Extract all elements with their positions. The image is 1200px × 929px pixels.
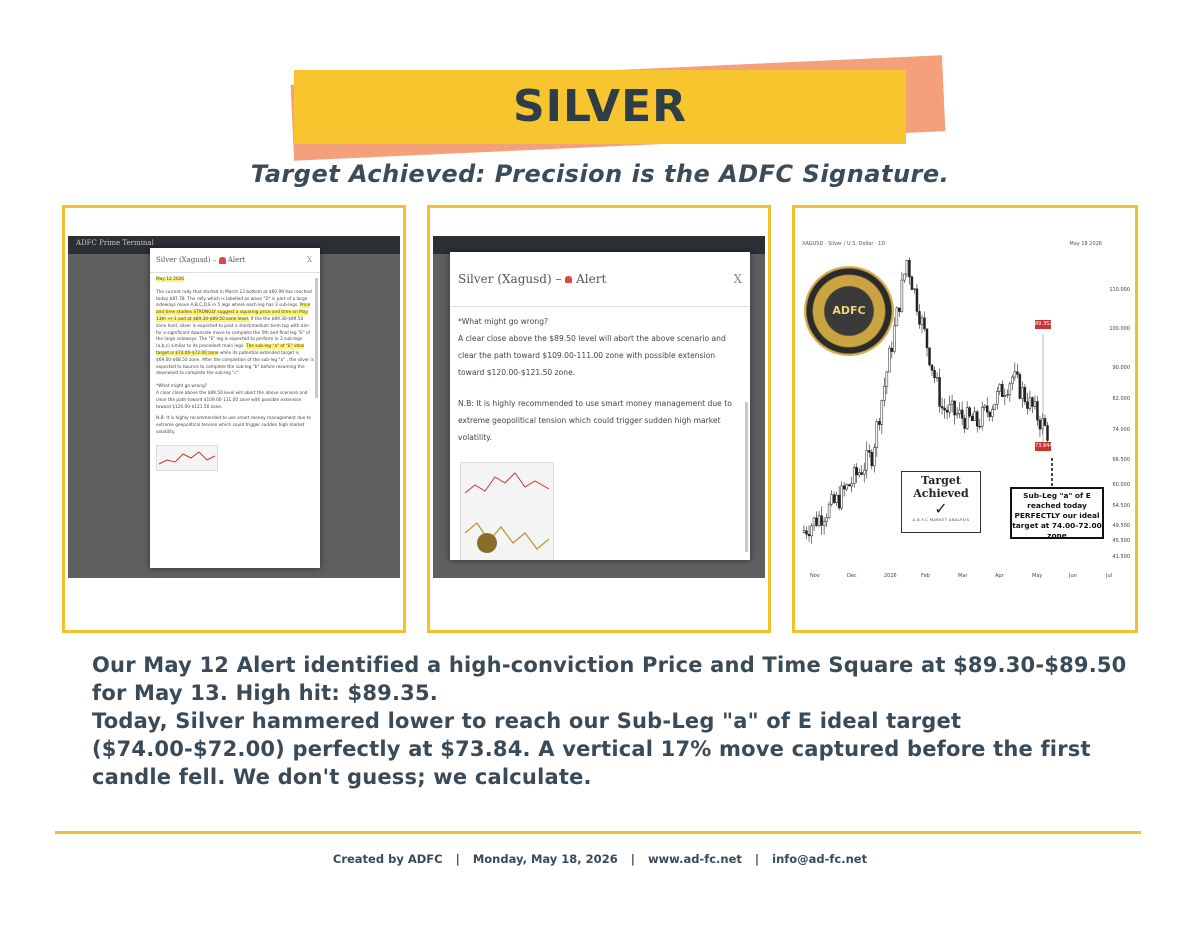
x-tick-label: Nov [810,573,820,579]
candle-body [803,531,805,533]
alert-risk-panel [427,205,771,633]
candle-body [883,386,885,400]
chart-date: May 18 2026 [1069,241,1102,247]
candle-body [898,308,900,312]
candle-body [1004,396,1006,397]
candle-body [846,485,848,490]
candle-body [1044,418,1046,425]
candle-body [836,495,838,503]
y-tick-label: 66.500 [1112,456,1130,463]
y-tick-label: 74.000 [1112,427,1130,434]
footer-separator: | [455,852,460,866]
candle-body [913,289,915,290]
candle-body [828,504,830,518]
candle-body [1001,384,1003,396]
alert-modal [150,248,320,568]
candle-body [1024,387,1026,401]
x-tick-label: Feb [921,573,930,579]
candle-body [881,400,883,424]
footer-divider [55,831,1141,834]
candle-body [934,370,936,377]
candle-body [936,377,938,378]
price-chart-panel [792,205,1138,633]
candle-body [813,518,815,526]
x-tick-label: May [1032,573,1043,579]
target-achieved-stamp [901,471,981,533]
candle-body [906,260,908,274]
candle-body [939,377,941,406]
terminal-screenshot [68,236,400,578]
alert-modal-header-2 [450,252,750,307]
candle-body [989,412,991,416]
candle-body [848,485,850,486]
candle-body [1034,402,1036,407]
candle-body [999,384,1001,391]
alert-question: *What might go wrong? [156,384,207,390]
page-subtitle: Target Achieved: Precision is the ADFC Signature. [250,160,950,188]
alert-risk-text-2: A clear close above the $89.50 level will abort the above scenario and clear the path toward $109.00-111.00 zone with possible extension toward $120.00-$121.50 zone. [458,334,726,377]
candle-body [868,451,870,453]
candle-body [823,522,825,526]
alert-risk-text: A clear close above the $89.50 level will abort the above scenario and clear the path toward $109.00-111.00 zone with possible extension toward $120.00-$121.50 zone. [156,390,308,410]
y-tick-label: 82.000 [1112,396,1130,403]
alert-nb-2: N.B: It is highly recommended to use smart money management due to extreme geopolitical tension which could trigger sudden high market volatility. [458,399,732,442]
target-achieved-title: Target Achieved [913,474,969,500]
candle-body [929,348,931,365]
candle-body [843,486,845,489]
x-tick-label: Jun [1069,573,1077,579]
modal-scrollbar[interactable] [315,278,318,398]
candle-body [1014,372,1016,377]
title-banner [0,0,1200,160]
candle-body [851,484,853,486]
high-price-label: 89.352 [1035,321,1053,327]
candle-body [956,413,958,415]
y-tick-label: 90.000 [1112,365,1130,372]
alert-date: May 12 2026 [156,277,185,282]
candle-body [966,408,968,429]
candle-body [1029,398,1031,409]
candle-body [971,416,973,421]
bell-icon [219,257,226,264]
x-tick-label: Jul [1106,573,1113,579]
x-tick-label: Dec [847,573,857,579]
candle-body [1011,377,1013,384]
candle-body [959,410,961,413]
candle-body [1026,402,1028,409]
candle-body [811,526,813,536]
candle-body [896,308,898,326]
candle-body [951,401,953,405]
candle-body [878,421,880,424]
candle-body [979,426,981,427]
candle-body [994,404,996,409]
close-icon[interactable]: X [733,272,742,286]
candle-body [818,516,820,526]
candle-body [806,531,808,535]
chart-thumbnail [156,445,218,471]
adfc-seal-logo [804,266,894,356]
footer-separator: | [754,852,760,866]
candle-body [863,470,865,474]
alert-modal-2 [450,252,750,560]
chart-symbol: XAGUSD · Silver / U.S. Dollar · 1D [802,241,886,247]
candle-body [931,365,933,370]
alert-modal-title-2: Silver (Xagusd) – [458,272,562,286]
candle-body [808,534,810,536]
candle-body [969,408,971,416]
close-icon[interactable]: X [307,256,312,264]
thumbnail-sparkline [157,446,217,470]
candle-body [946,410,948,412]
target-note-box: Sub-Leg "a" of E reached today PERFECTLY our ideal target at 74.00-72.00 zone [1010,487,1104,539]
candle-body [916,289,918,312]
alert-modal-body [150,273,320,441]
y-tick-label: 54.500 [1112,503,1130,510]
summary-text [92,651,1132,791]
candle-body [964,418,966,428]
y-tick-label: 60.000 [1112,481,1130,488]
candle-body [826,518,828,522]
footer-created: Created by ADFC [332,852,443,866]
candle-body [1021,387,1023,398]
alert-nb: N.B: It is highly recommended to use smart money management due to extreme geopolitical tension which could trigger sudden high market volatility. [156,416,311,435]
candle-body [1009,384,1011,395]
candle-body [926,329,928,348]
y-tick-label: 41.500 [1112,554,1130,560]
page-title: SILVER [512,81,688,132]
candle-body [976,412,978,426]
candle-body [888,348,890,372]
candle-body [974,412,976,421]
candle-body [893,326,895,352]
terminal-screenshot-2 [433,236,765,578]
candle-body [856,468,858,475]
modal-scrollbar-2[interactable] [745,402,748,552]
alert-question-2: *What might go wrong? [458,317,549,326]
check-icon: ✓ [934,499,948,518]
alert-screenshot-panel [62,205,406,633]
candle-body [1006,395,1008,396]
footer-email-link[interactable]: info@ad-fc.net [772,852,868,866]
candle-body [876,421,878,447]
candle-body [908,260,910,277]
candle-body [918,311,920,324]
alert-modal-label-2: Alert [576,272,607,286]
footer-website-link[interactable]: www.ad-fc.net [647,852,742,866]
candle-body [991,409,993,416]
footer-date: Monday, May 18, 2026 [472,852,618,866]
candle-body [891,348,893,351]
terminal-brand: ADFC Prime Terminal [76,239,154,247]
bell-icon [565,276,572,283]
alert-paragraph: The current rally that started in March 23 bottom at $60.99 has reached today $87.78. The rally which is labelled as wave "D" is part of a large sideways move A,B,C,D,E in 5 legs where each leg has 3 sub-legs. Price and time studies STRONGLY suggest a squaring price and time on May 13th +/-1 and at $89.30-$89.50 zone level. If the the $89.30-$89.50 zone hold, silver is expected to post a short/medium term top with aim for a significant downside move to complete the 5th and final leg "E" of the large sideways. The "E" leg is expected to perform in 3 sub-legs (a,b,c) similar to its precedent main legs. The sub-leg "a" of "E" ideal target is $74.00-$72.00 zone while its potential extended target is $69.00-$68.50 zone. After the completion of the sub-leg "a" , the silver is expected to bounce to complete the sub-leg "b" before resuming the downward to complete the sub-leg "c". [156,289,314,377]
target-achieved-sub: A.D.F.C MARKET ANALYSIS [912,518,970,522]
candle-body [816,518,818,526]
alert-modal-title: Silver (Xagusd) – [156,256,217,264]
low-price-label: 73.844 [1035,443,1053,449]
y-tick-label: 100.000 [1109,326,1130,333]
y-tick-label: 49.500 [1112,522,1130,529]
candle-body [1039,420,1041,429]
summary-line-2: Today, Silver hammered lower to reach our Sub-Leg "a" of E ideal target ($74.00-$72.00) perfectly at $73.84. A vertical 17% move captured before the first candle fell. We don't guess; we calculate. [92,709,1091,789]
candle-body [901,280,903,311]
alert-modal-body-2 [450,307,750,452]
candle-body [833,495,835,503]
footer [0,852,1200,866]
candle-body [838,495,840,508]
candle-body [1046,426,1048,441]
candle-body [921,318,923,324]
alert-modal-label: Alert [227,256,246,264]
x-tick-label: Mar [958,573,968,579]
candle-body [873,448,875,466]
candle-body [853,468,855,484]
candle-body [871,452,873,466]
candle-body [903,274,905,280]
x-tick-label: 2026 [884,573,897,579]
candle-body [861,473,863,475]
candle-body [923,318,925,329]
candle-body [911,277,913,290]
chart-thumbnail-2 [460,462,554,560]
candle-body [949,405,951,413]
candle-body [961,410,963,418]
summary-line-1: Our May 12 Alert identified a high-conviction Price and Time Square at $89.30-$89.50 for May 13. High hit: $89.35. [92,653,1127,705]
alert-modal-header [150,248,320,273]
y-tick-label: 110.000 [1109,287,1130,294]
candle-body [996,391,998,404]
candle-body [866,451,868,471]
thumbnail-chart-2 [461,463,553,560]
candle-body [858,473,860,475]
candle-body [984,406,986,408]
candle-body [831,495,833,505]
candle-body [954,401,956,415]
candle-body [981,407,983,426]
y-tick-label: 45.500 [1112,538,1130,545]
price-chart [798,236,1132,581]
seal-text: ADFC [832,304,866,317]
candle-body [886,372,888,386]
candle-body [1036,402,1038,421]
candle-body [1031,398,1033,407]
candle-body [821,516,823,526]
candle-body [1019,374,1021,398]
candle-body [841,486,843,508]
candle-body [1016,372,1018,375]
candle-body [944,408,946,410]
x-tick-label: Apr [995,573,1004,579]
candle-body [986,406,988,412]
footer-separator: | [630,852,635,866]
candle-body [941,406,943,408]
